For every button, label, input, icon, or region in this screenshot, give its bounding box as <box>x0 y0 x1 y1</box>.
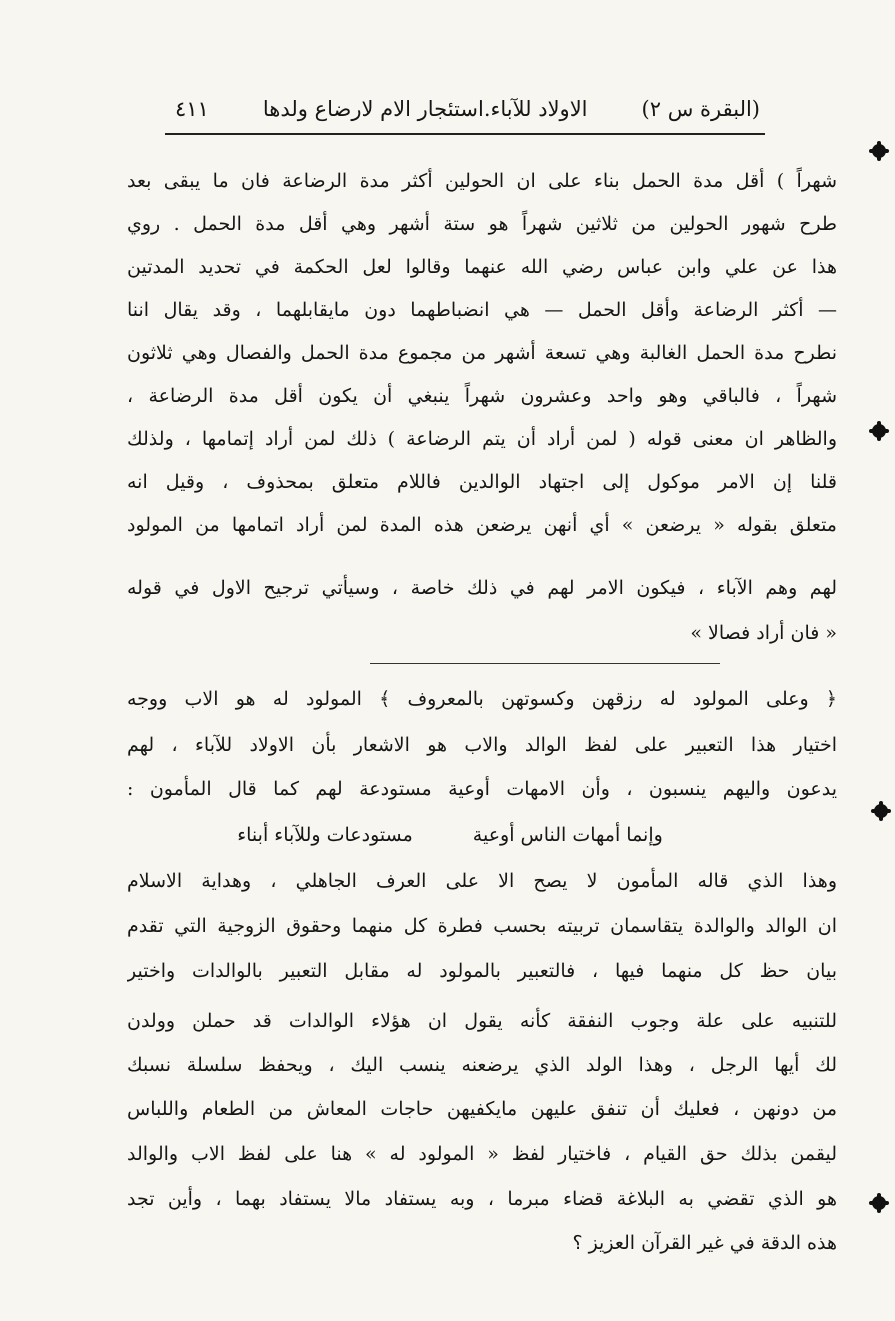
binding-hole-mark <box>872 144 886 158</box>
text-line: لهم وهم الآباء ، فيكون الامر لهم في ذلك خاصة ، وسيأتي ترجيح الاول في قوله <box>127 577 837 599</box>
verse-hemistich-left: مستودعات وللآباء أبناء <box>237 824 413 846</box>
header-title: الاولاد للآباء.استئجار الام لارضاع ولدها <box>262 97 588 121</box>
text-line: ﴿ وعلى المولود له رزقهن وكسوتهن بالمعروف ﴾ المولود له هو الاب ووجه <box>127 688 837 710</box>
text-line: شهراً ) أقل مدة الحمل بناء على ان الحولين أكثر مدة الرضاعة فان ما يبقى بعد <box>127 170 837 192</box>
text-line: شهراً ، فالباقي وهو واحد وعشرون شهراً ينبغي أن يكون أقل مدة الرضاعة ، <box>127 385 837 407</box>
text-line: هذا عن علي وابن عباس رضي الله عنهما وقالوا لعل الحكمة في تحديد المدتين <box>127 256 837 278</box>
text-line: والظاهر ان معنى قوله ( لمن أراد أن يتم الرضاعة ) ذلك لمن أراد إتمامها ، ولذلك <box>127 428 837 450</box>
text-line: قلنا إن الامر موكول إلى اجتهاد الوالدين فاللام متعلق بمحذوف ، وقيل انه <box>127 471 837 493</box>
text-line: بيان حظ كل منهما فيها ، فالتعبير بالمولود له مقابل التعبير بالوالدات واختير <box>127 960 837 982</box>
section-rule <box>370 663 720 664</box>
text-line: من دونهن ، فعليك أن تنفق عليهن مايكفيهن حاجات المعاش من الطعام واللباس <box>127 1098 837 1120</box>
poetry-verse <box>190 817 710 853</box>
text-line: طرح شهور الحولين من ثلاثين شهراً هو ستة أشهر وهي أقل مدة الحمل . روي <box>127 213 837 235</box>
page-number: ٤١١ <box>175 97 209 121</box>
text-line: يدعون واليهم ينسبون ، وأن الامهات أوعية مستودعة لهم كما قال المأمون : <box>127 778 837 800</box>
verse-hemistich-right: وإنما أمهات الناس أوعية <box>472 824 663 846</box>
text-line: ان الوالد والوالدة يتقاسمان تربيته بحسب فطرة كل منهما وحقوق الزوجية التي تقدم <box>127 915 837 937</box>
text-line: اختيار هذا التعبير على لفظ الوالد والاب هو الاشعار بأن الاولاد للآباء ، لهم <box>127 734 837 756</box>
text-line: وهذا الذي قاله المأمون لا يصح الا على العرف الجاهلي ، وهداية الاسلام <box>127 870 837 892</box>
text-line: — أكثر الرضاعة وأقل الحمل — هي انضباطهما دون مايقابلهما ، وقد يقال اننا <box>127 299 837 321</box>
text-line: نطرح مدة الحمل الغالبة وهي تسعة أشهر من مجموع مدة الحمل والفصال وهي ثلاثون <box>127 342 837 364</box>
text-line: لك أيها الرجل ، وهذا الولد الذي يرضعنه ينسب اليك ، ويحفظ سلسلة نسبك <box>127 1054 837 1076</box>
binding-hole-mark <box>874 804 888 818</box>
text-line: متعلق بقوله « يرضعن » أي أنهن يرضعن هذه المدة لمن أراد اتمامها من المولود <box>127 514 837 536</box>
text-line: هذه الدقة في غير القرآن العزيز ؟ <box>572 1232 837 1254</box>
text-line: للتنبيه على علة وجوب النفقة كأنه يقول ان هؤلاء الوالدات قد حملن وولدن <box>127 1010 837 1032</box>
text-line: هو الذي تقضي به البلاغة قضاء مبرما ، وبه يستفاد مالا يستفاد بهما ، وأين تجد <box>127 1188 837 1210</box>
header-section: (البقرة س ٢) <box>641 97 760 121</box>
binding-hole-mark <box>872 1196 886 1210</box>
binding-hole-mark <box>872 424 886 438</box>
text-line: « فان أراد فصالا » <box>690 622 837 644</box>
text-line: ليقمن بذلك حق القيام ، فاختيار لفظ « المولود له » هنا على لفظ الاب والوالد <box>127 1143 837 1165</box>
